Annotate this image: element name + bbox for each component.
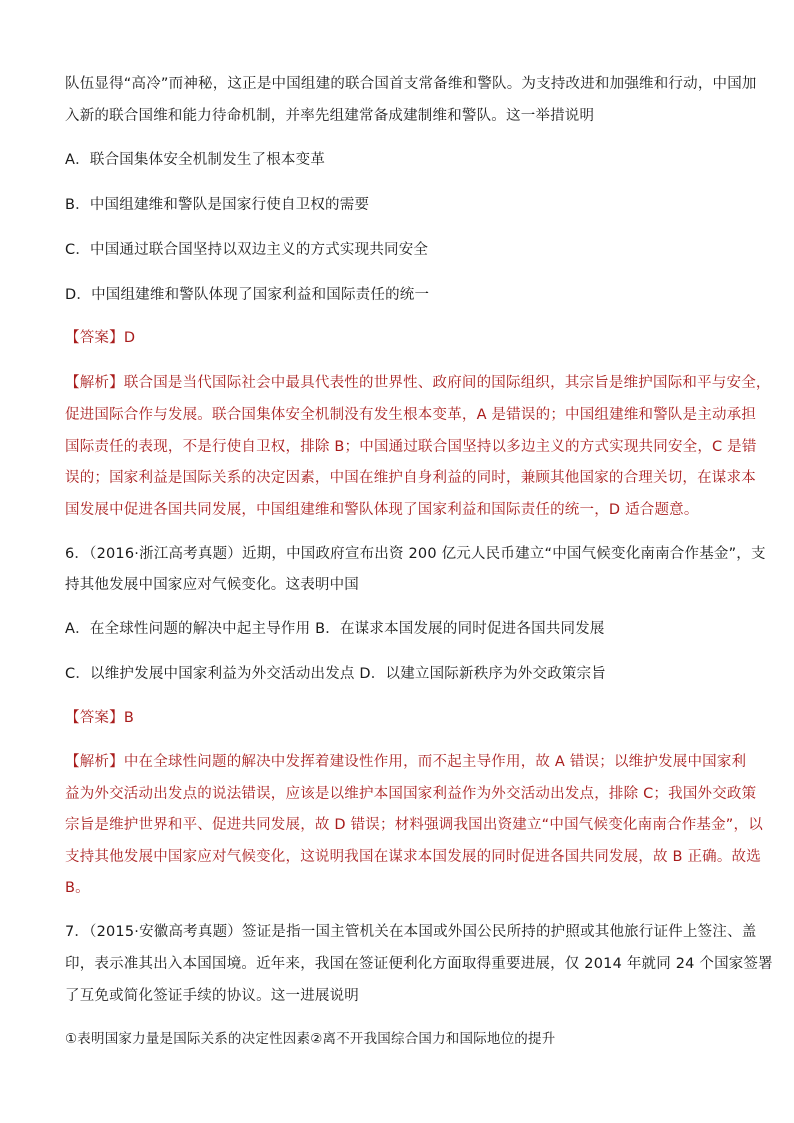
q6-analysis-line-1 bbox=[65, 752, 747, 772]
q5-option-c: C．中国通过联合国坚持以双边主义的方式实现共同安全 bbox=[65, 242, 429, 258]
q6-analysis-tag: 【解析】 bbox=[65, 754, 124, 770]
q7-stem-line-3: 了互免或简化签证手续的协议。这一进展说明 bbox=[65, 988, 359, 1004]
q5-analysis-text-1: 联合国是当代国际社会中最具代表性的世界性、政府间的国际组织，其宗旨是维护国际和平与安全， bbox=[123, 375, 771, 391]
q5-stem-line-1: 队伍显得“高冷”而神秘，这正是中国组建的联合国首支常备维和警队。为支持改进和加强维和行动，中国加 bbox=[65, 76, 757, 92]
q5-analysis-line-3: 国际责任的表现，不是行使自卫权，排除 B；中国通过联合国坚持以多边主义的方式实现共同安全，C 是错 bbox=[65, 439, 757, 455]
q7-stem-line-1: 7．（2015·安徽高考真题）签证是指一国主管机关在本国或外国公民所持的护照或其他旅行证件上签注、盖 bbox=[65, 924, 757, 940]
q6-stem-line-2: 持其他发展中国家应对气候变化。这表明中国 bbox=[65, 577, 359, 593]
q6-analysis-line-2: 益为外交活动出发点的说法错误，应该是以维护本国国家利益作为外交活动出发点，排除 C；我国外交政策 bbox=[65, 786, 757, 802]
q5-analysis-tag: 【解析】 bbox=[65, 375, 124, 391]
q5-analysis-line-1 bbox=[65, 373, 771, 393]
q6-answer-tag: 【答案】 bbox=[65, 710, 124, 726]
q6-stem-line-1: 6．（2016·浙江高考真题）近期，中国政府宣布出资 200 亿元人民币建立“中国气候变化南南合作基金”，支 bbox=[65, 546, 766, 562]
q6-option-ab: A．在全球性问题的解决中起主导作用 B．在谋求本国发展的同时促进各国共同发展 bbox=[65, 621, 605, 637]
q6-analysis-line-3: 宗旨是维护世界和平、促进共同发展，故 D 错误；材料强调我国出资建立“中国气候变化南南合作基金”，以 bbox=[65, 817, 763, 833]
q5-option-a: A．联合国集体安全机制发生了根本变革 bbox=[65, 152, 326, 168]
q6-answer bbox=[65, 708, 734, 728]
q5-answer-tag: 【答案】 bbox=[65, 330, 124, 346]
q6-analysis-line-5: B。 bbox=[65, 880, 90, 896]
q6-analysis-line-4: 支持其他发展中国家应对气候变化，这说明我国在谋求本国发展的同时促进各国共同发展，故 B 正确。故选 bbox=[65, 849, 761, 865]
q5-analysis-line-2: 促进国际合作与发展。联合国集体安全机制没有发生根本变革，A 是错误的；中国组建维和警队是主动承担 bbox=[65, 407, 757, 423]
q5-analysis-line-5: 国发展中促进各国共同发展，中国组建维和警队体现了国家利益和国际责任的统一，D 适合题意。 bbox=[65, 502, 699, 518]
q7-stem-line-2: 印，表示准其出入本国国境。近年来，我国在签证便利化方面取得重要进展，仅 2014 年就同 24 个国家签署 bbox=[65, 956, 773, 972]
q6-analysis-text-1: 中在全球性问题的解决中发挥着建设性作用，而不起主导作用，故 A 错误；以维护发展中国家利 bbox=[123, 754, 747, 770]
q7-statements: ①表明国家力量是国际关系的决定性因素②离不开我国综合国力和国际地位的提升 bbox=[65, 1031, 556, 1047]
q5-option-b: B．中国组建维和警队是国家行使自卫权的需要 bbox=[65, 197, 370, 213]
q5-answer bbox=[65, 328, 734, 348]
q6-answer-value: B bbox=[123, 710, 134, 726]
q5-option-d: D．中国组建维和警队体现了国家利益和国际责任的统一 bbox=[65, 287, 430, 303]
q5-answer-value: D bbox=[123, 330, 136, 346]
q6-option-cd: C．以维护发展中国家利益为外交活动出发点 D．以建立国际新秩序为外交政策宗旨 bbox=[65, 666, 606, 682]
q5-stem-line-2: 入新的联合国维和能力待命机制，并率先组建常备成建制维和警队。这一举措说明 bbox=[65, 108, 595, 124]
q5-analysis-line-4: 误的；国家利益是国际关系的决定因素，中国在维护自身利益的同时，兼顾其他国家的合理关切，在谋求本 bbox=[65, 470, 756, 486]
